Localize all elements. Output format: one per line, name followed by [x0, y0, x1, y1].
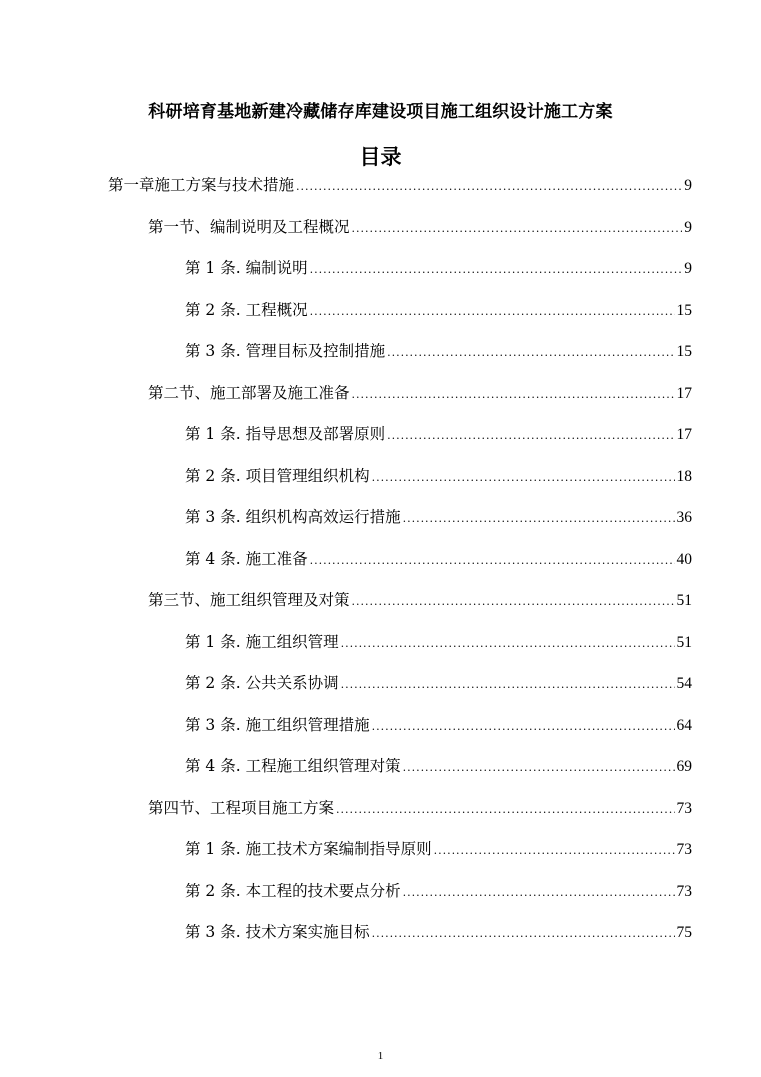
toc-entry-page: 15	[676, 343, 692, 360]
toc-entry[interactable]	[148, 215, 692, 239]
toc-entry-page: 54	[676, 675, 692, 692]
toc-leader-dots	[336, 798, 674, 822]
toc-entry[interactable]	[185, 671, 692, 695]
toc-leader-dots	[352, 590, 675, 614]
toc-entry[interactable]	[185, 339, 692, 363]
toc-entry-page: 51	[676, 592, 692, 609]
toc-entry-page: 51	[676, 633, 692, 651]
toc-entry-title: 第 2 条. 项目管理组织机构	[185, 466, 370, 485]
toc-leader-dots	[352, 217, 683, 241]
toc-heading: 目录	[359, 144, 402, 169]
toc-entry[interactable]	[185, 464, 692, 488]
toc-leader-dots	[434, 839, 675, 863]
toc-entry[interactable]	[185, 505, 692, 529]
toc-entry-title: 第 1 条. 编制说明	[185, 259, 308, 277]
toc-entry[interactable]	[185, 298, 692, 322]
toc-entry[interactable]	[185, 837, 692, 861]
toc-entry[interactable]	[108, 173, 692, 197]
toc-leader-dots	[310, 300, 675, 324]
toc-entry-page: 15	[676, 301, 692, 319]
toc-entry[interactable]	[148, 588, 692, 612]
toc-entry[interactable]	[185, 422, 692, 446]
toc-entry[interactable]	[185, 754, 692, 778]
toc-entry-title: 第四节、工程项目施工方案	[148, 798, 335, 817]
toc-leader-dots	[310, 258, 683, 282]
toc-entry[interactable]	[185, 713, 692, 737]
toc-entry-page: 9	[684, 260, 692, 277]
toc-entry[interactable]	[185, 256, 692, 280]
toc-entry-page: 40	[676, 550, 692, 568]
toc-entry-title: 第 4 条. 施工准备	[185, 549, 308, 568]
toc-leader-dots	[341, 632, 675, 656]
page-number: 1	[377, 1050, 384, 1062]
toc-entry-title: 第 1 条. 施工组织管理	[185, 632, 339, 651]
toc-leader-dots	[403, 756, 675, 780]
toc-entry-page: 18	[676, 467, 692, 485]
toc-entry-page: 64	[676, 716, 692, 734]
toc-leader-dots	[387, 341, 674, 365]
toc-entry-title: 第 2 条. 公共关系协调	[185, 674, 339, 692]
toc-entry-page: 36	[676, 509, 692, 526]
toc-entry-title: 第一节、编制说明及工程概况	[148, 217, 350, 236]
toc-entry-title: 第二节、施工部署及施工准备	[148, 383, 350, 402]
toc-entry-page: 17	[676, 426, 692, 443]
toc-entry-title: 第 3 条. 组织机构高效运行措施	[185, 508, 401, 526]
toc-leader-dots	[403, 507, 675, 531]
toc-entry-title: 第 3 条. 技术方案实施目标	[185, 923, 370, 941]
toc-leader-dots	[387, 424, 674, 448]
toc-entry-page: 9	[684, 218, 692, 236]
document-title: 科研培育基地新建冷藏储存库建设项目施工组织设计施工方案	[148, 102, 613, 122]
toc-entry-title: 第三节、施工组织管理及对策	[148, 591, 350, 609]
toc-entry-title: 第 1 条. 指导思想及部署原则	[185, 425, 386, 443]
toc-entry[interactable]	[185, 547, 692, 571]
toc-entry[interactable]	[148, 796, 692, 820]
toc-entry-page: 9	[684, 177, 692, 194]
toc-entry[interactable]	[148, 381, 692, 405]
toc-entry-title: 第 3 条. 施工组织管理措施	[185, 715, 370, 734]
toc-entry-title: 第 2 条. 工程概况	[185, 300, 308, 319]
toc-entry-title: 第 3 条. 管理目标及控制措施	[185, 342, 386, 360]
toc-leader-dots	[310, 549, 675, 573]
toc-leader-dots	[341, 673, 675, 697]
toc-entry-page: 69	[676, 758, 692, 775]
toc-entry[interactable]	[185, 630, 692, 654]
toc-entry-title: 第 4 条. 工程施工组织管理对策	[185, 757, 401, 775]
toc-leader-dots	[296, 175, 682, 199]
toc-entry-title: 第 2 条. 本工程的技术要点分析	[185, 881, 401, 900]
toc-entry-page: 73	[676, 841, 692, 858]
toc-leader-dots	[372, 922, 675, 946]
toc-leader-dots	[372, 466, 675, 490]
toc-entry-title: 第一章施工方案与技术措施	[108, 176, 295, 194]
toc-entry-page: 75	[676, 924, 692, 941]
toc-entry[interactable]	[185, 879, 692, 903]
toc-leader-dots	[372, 715, 675, 739]
toc-leader-dots	[352, 383, 675, 407]
toc-entry-page: 73	[676, 799, 692, 817]
toc-entry[interactable]	[185, 920, 692, 944]
toc-entry-title: 第 1 条. 施工技术方案编制指导原则	[185, 840, 432, 858]
toc-leader-dots	[403, 881, 675, 905]
toc-entry-page: 17	[676, 384, 692, 402]
toc-entry-page: 73	[676, 882, 692, 900]
